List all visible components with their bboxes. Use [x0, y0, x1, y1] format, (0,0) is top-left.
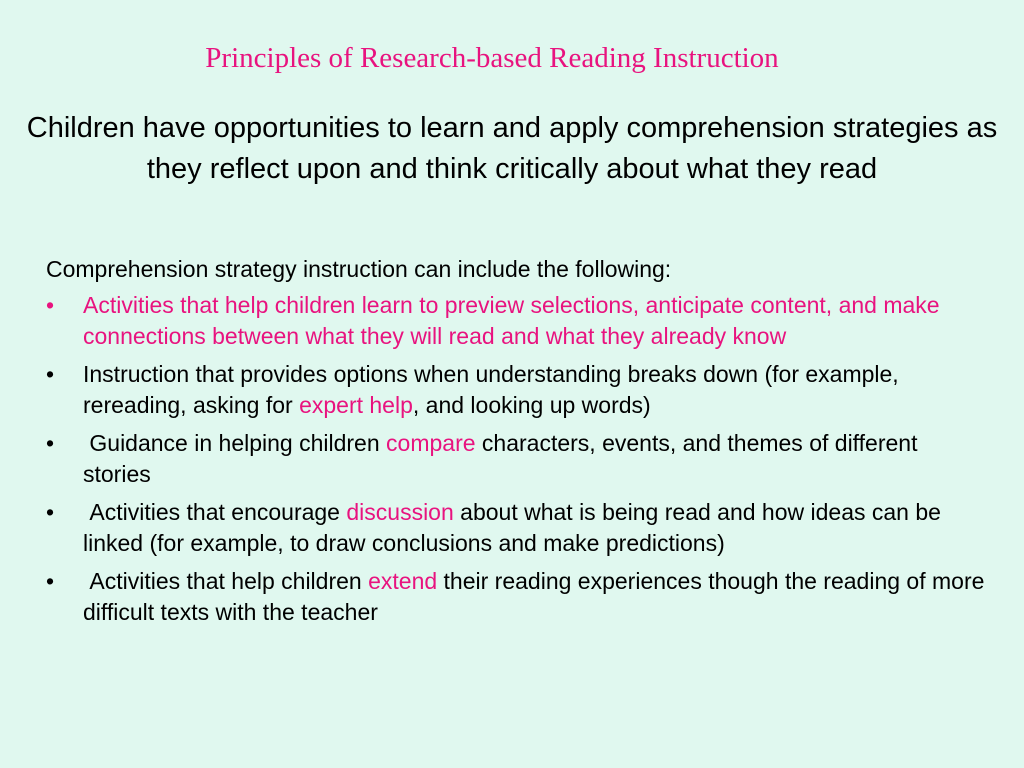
bullet-item-preview	[46, 290, 986, 352]
bullet-text-before: Guidance in helping children	[83, 430, 387, 456]
bullet-item-compare	[46, 428, 986, 490]
slide-heading: Principles of Research-based Reading Instruction	[205, 42, 779, 74]
highlight-discussion: discussion	[346, 499, 454, 525]
bullet-text-after: , and looking up words)	[412, 392, 651, 418]
slide-subtitle: Children have opportunities to learn and apply comprehension strategies as they reflect upon and think critically about what they read	[26, 112, 998, 185]
bullet-text-after: about what is being read and how ideas can be linked (for example, to draw conclusions and make predictions)	[83, 499, 941, 556]
bullet-item-extend	[46, 566, 986, 628]
bullet-icon: •	[46, 430, 55, 456]
bullet-text-before: Instruction that provides options when understanding breaks down (for example, rereading, asking for	[83, 361, 899, 418]
highlight-expert-help: expert help	[299, 392, 413, 418]
bullet-text-after: their reading experiences though the reading of more difficult texts with the teacher	[83, 568, 985, 625]
bullet-list	[46, 290, 986, 635]
highlight-extend: extend	[368, 568, 438, 594]
bullet-item-discussion	[46, 497, 986, 559]
bullet-icon: •	[46, 361, 55, 387]
bullet-text-after: characters, events, and themes of different stories	[83, 430, 918, 487]
bullet-text: Activities that help children learn to preview selections, anticipate content, and make connections between what they will read and what they already know	[83, 292, 940, 349]
bullet-icon: •	[46, 292, 55, 318]
highlight-compare: compare	[386, 430, 476, 456]
bullet-item-options	[46, 359, 986, 421]
bullet-text-before: Activities that encourage	[83, 499, 347, 525]
bullet-icon: •	[46, 568, 55, 594]
bullet-icon: •	[46, 499, 55, 525]
bullet-text-before: Activities that help children	[83, 568, 369, 594]
intro-text: Comprehension strategy instruction can include the following:	[46, 256, 672, 282]
